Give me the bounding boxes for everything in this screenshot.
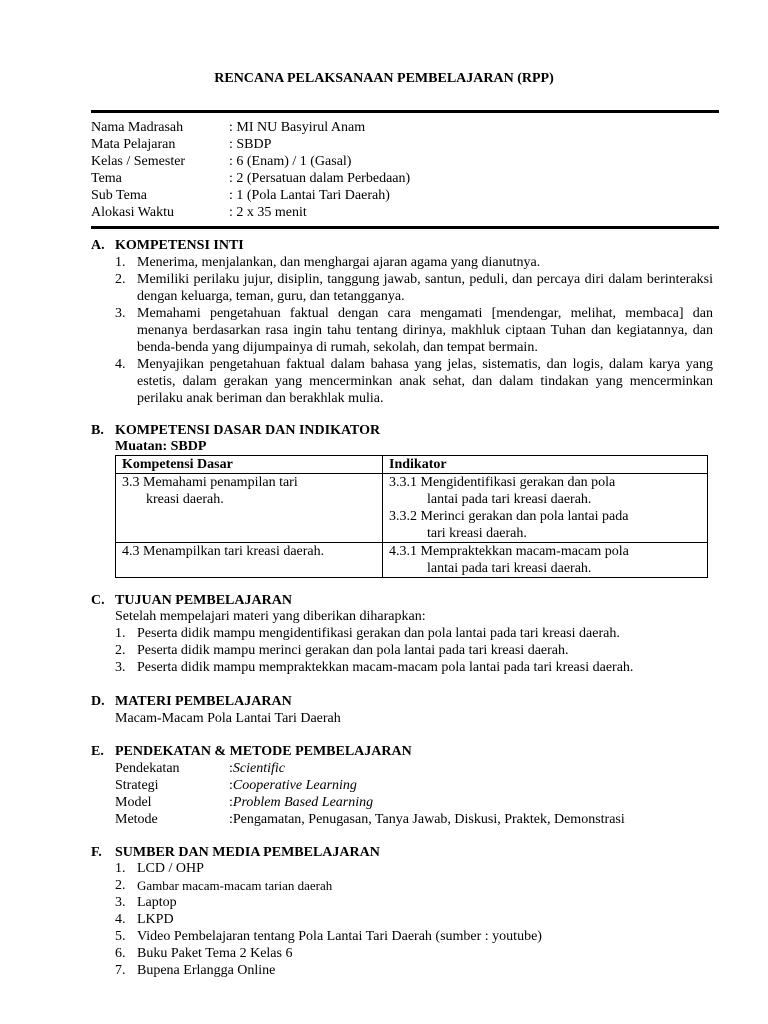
list-item	[115, 928, 713, 945]
item-text: Peserta didik mampu mengidentifikasi gerakan dan pola lantai pada tari kreasi daerah.	[137, 626, 620, 641]
cell-text: 3.3.1 Mengidentifikasi gerakan dan pola	[389, 475, 616, 490]
item-number: 1.	[115, 255, 126, 270]
identity-row	[91, 153, 719, 170]
item-text: Peserta didik mampu mempraktekkan macam-macam pola lantai pada tari kreasi daerah.	[137, 660, 634, 675]
list-item	[115, 860, 713, 877]
identity-label: Alokasi Waktu	[91, 205, 174, 220]
identity-label: Tema	[91, 171, 122, 186]
item-number: 1.	[115, 626, 126, 641]
item-text: Memahami pengetahuan faktual dengan cara mengamati [mendengar, melihat, membaca] dan menanya berdasarkan rasa ingin tahu tentang dirinya, makhluk ciptaan Tuhan dan kegiatannya, dan benda-benda yang dijumpainya di rumah, sekolah, dan tempat bermain.	[137, 306, 713, 355]
identity-value: : MI NU Basyirul Anam	[229, 120, 366, 135]
list-item	[115, 911, 713, 928]
table-cell	[383, 543, 708, 578]
cell-text: 4.3.1 Mempraktekkan macam-macam pola	[389, 544, 629, 559]
section-f-list	[115, 860, 713, 979]
section-c-body	[115, 608, 713, 676]
cell-text: tari kreasi daerah.	[427, 526, 527, 541]
list-item	[115, 254, 713, 271]
list-item	[115, 877, 713, 894]
section-title: KOMPETENSI INTI	[115, 238, 244, 253]
table-cell	[116, 543, 383, 578]
table-cell	[116, 474, 383, 543]
table-cell	[383, 474, 708, 543]
cell-text: 4.3 Menampilkan tari kreasi daerah.	[122, 544, 325, 559]
section-letter: D.	[91, 694, 105, 709]
table-header: Kompetensi Dasar	[116, 456, 383, 474]
method-row	[115, 760, 713, 777]
section-title: MATERI PEMBELAJARAN	[115, 694, 292, 709]
item-text: Peserta didik mampu merinci gerakan dan pola lantai pada tari kreasi daerah.	[137, 643, 569, 658]
method-row	[115, 777, 713, 794]
item-number: 1.	[115, 861, 126, 876]
item-text: Video Pembelajaran tentang Pola Lantai Tari Daerah (sumber : youtube)	[137, 929, 542, 944]
table-row	[116, 543, 708, 578]
item-text: Laptop	[137, 895, 177, 910]
cell-text: lantai pada tari kreasi daerah.	[427, 492, 592, 507]
item-number: 4.	[115, 357, 126, 372]
item-number: 5.	[115, 929, 126, 944]
item-text: Bupena Erlangga Online	[137, 963, 276, 978]
identity-block	[91, 119, 719, 221]
item-number: 2.	[115, 878, 126, 893]
item-text: Memiliki perilaku jujur, disiplin, tanggung jawab, santun, peduli, dan percaya diri dalam berinteraksi dengan keluarga, teman, guru, dan tetangganya.	[137, 272, 713, 304]
table-header: Indikator	[383, 456, 708, 474]
item-number: 2.	[115, 272, 126, 287]
separator: :	[229, 761, 233, 776]
list-item	[115, 642, 713, 659]
cell-text: 3.3.2 Merinci gerakan dan pola lantai pada	[389, 509, 629, 524]
section-title: SUMBER DAN MEDIA PEMBELAJARAN	[115, 845, 380, 860]
section-title: KOMPETENSI DASAR DAN INDIKATOR	[115, 423, 381, 438]
section-intro: Setelah mempelajari materi yang diberikan diharapkan:	[115, 609, 426, 624]
section-letter: B.	[91, 423, 104, 438]
method-label: Pendekatan	[115, 761, 180, 776]
section-b-heading	[91, 422, 380, 439]
method-value: Pengamatan, Penugasan, Tanya Jawab, Diskusi, Praktek, Demonstrasi	[232, 812, 625, 827]
identity-label: Kelas / Semester	[91, 154, 186, 169]
identity-value: : 2 (Persatuan dalam Perbedaan)	[229, 171, 411, 186]
cell-text: 3.3 Memahami penampilan tari	[122, 475, 298, 490]
item-number: 3.	[115, 306, 126, 321]
list-item	[115, 625, 713, 642]
list-item	[115, 962, 713, 979]
list-item	[115, 271, 713, 305]
muatan-label: Muatan: SBDP	[115, 439, 207, 454]
identity-row	[91, 170, 719, 187]
table-row	[116, 474, 708, 543]
section-e-heading	[91, 743, 412, 760]
list-item	[115, 356, 713, 407]
section-title: TUJUAN PEMBELAJARAN	[115, 593, 292, 608]
item-number: 3.	[115, 895, 126, 910]
section-f-heading	[91, 844, 380, 861]
item-text: Gambar macam-macam tarian daerah	[137, 878, 333, 893]
list-item	[115, 305, 713, 356]
section-letter: C.	[91, 593, 105, 608]
identity-row	[91, 119, 719, 136]
section-letter: A.	[91, 238, 105, 253]
section-a-list	[115, 254, 713, 407]
identity-row	[91, 136, 719, 153]
section-letter: F.	[91, 845, 102, 860]
identity-label: Nama Madrasah	[91, 120, 184, 135]
table-header-row	[116, 456, 708, 474]
item-number: 4.	[115, 912, 126, 927]
identity-label: Mata Pelajaran	[91, 137, 176, 152]
item-text: Menerima, menjalankan, dan menghargai ajaran agama yang dianutnya.	[137, 255, 541, 270]
identity-value: : SBDP	[229, 137, 272, 152]
section-title: PENDEKATAN & METODE PEMBELAJARAN	[115, 744, 412, 759]
item-text: LKPD	[137, 912, 174, 927]
section-a-heading	[91, 237, 244, 254]
list-item	[115, 659, 713, 676]
list-item	[115, 945, 713, 962]
separator: :	[229, 812, 233, 827]
method-label: Strategi	[115, 778, 159, 793]
method-row	[115, 811, 713, 828]
section-d-heading	[91, 693, 292, 710]
separator: :	[229, 778, 233, 793]
item-text: LCD / OHP	[137, 861, 204, 876]
method-label: Model	[115, 795, 152, 810]
item-number: 7.	[115, 963, 126, 978]
method-value: Problem Based Learning	[232, 795, 374, 810]
bottom-rule	[91, 226, 719, 229]
section-e-body	[115, 760, 713, 828]
identity-value: : 6 (Enam) / 1 (Gasal)	[229, 154, 352, 169]
item-number: 2.	[115, 643, 126, 658]
separator: :	[229, 795, 233, 810]
identity-value: : 1 (Pola Lantai Tari Daerah)	[229, 188, 390, 203]
identity-row	[91, 187, 719, 204]
item-text: Buku Paket Tema 2 Kelas 6	[137, 946, 293, 961]
top-rule	[91, 110, 719, 113]
identity-value: : 2 x 35 menit	[229, 205, 307, 220]
identity-label: Sub Tema	[91, 188, 147, 203]
list-item	[115, 894, 713, 911]
cell-text: kreasi daerah.	[146, 492, 224, 507]
item-number: 3.	[115, 660, 126, 675]
identity-row	[91, 204, 719, 221]
method-value: Scientific	[232, 761, 285, 776]
section-c-heading	[91, 592, 292, 609]
kd-indikator-table	[115, 455, 708, 578]
section-letter: E.	[91, 744, 104, 759]
item-number: 6.	[115, 946, 126, 961]
method-row	[115, 794, 713, 811]
materi-text: Macam-Macam Pola Lantai Tari Daerah	[115, 711, 341, 726]
item-text: Menyajikan pengetahuan faktual dalam bahasa yang jelas, sistematis, dan logis, dalam karya yang estetis, dalam gerakan yang mencerminkan anak sehat, dan dalam tindakan yang mencerminkan perilaku anak beriman dan berakhlak mulia.	[137, 357, 713, 406]
document-title: RENCANA PELAKSANAAN PEMBELAJARAN (RPP)	[214, 71, 554, 86]
cell-text: lantai pada tari kreasi daerah.	[427, 561, 592, 576]
method-value: Cooperative Learning	[232, 778, 357, 793]
method-label: Metode	[115, 812, 158, 827]
